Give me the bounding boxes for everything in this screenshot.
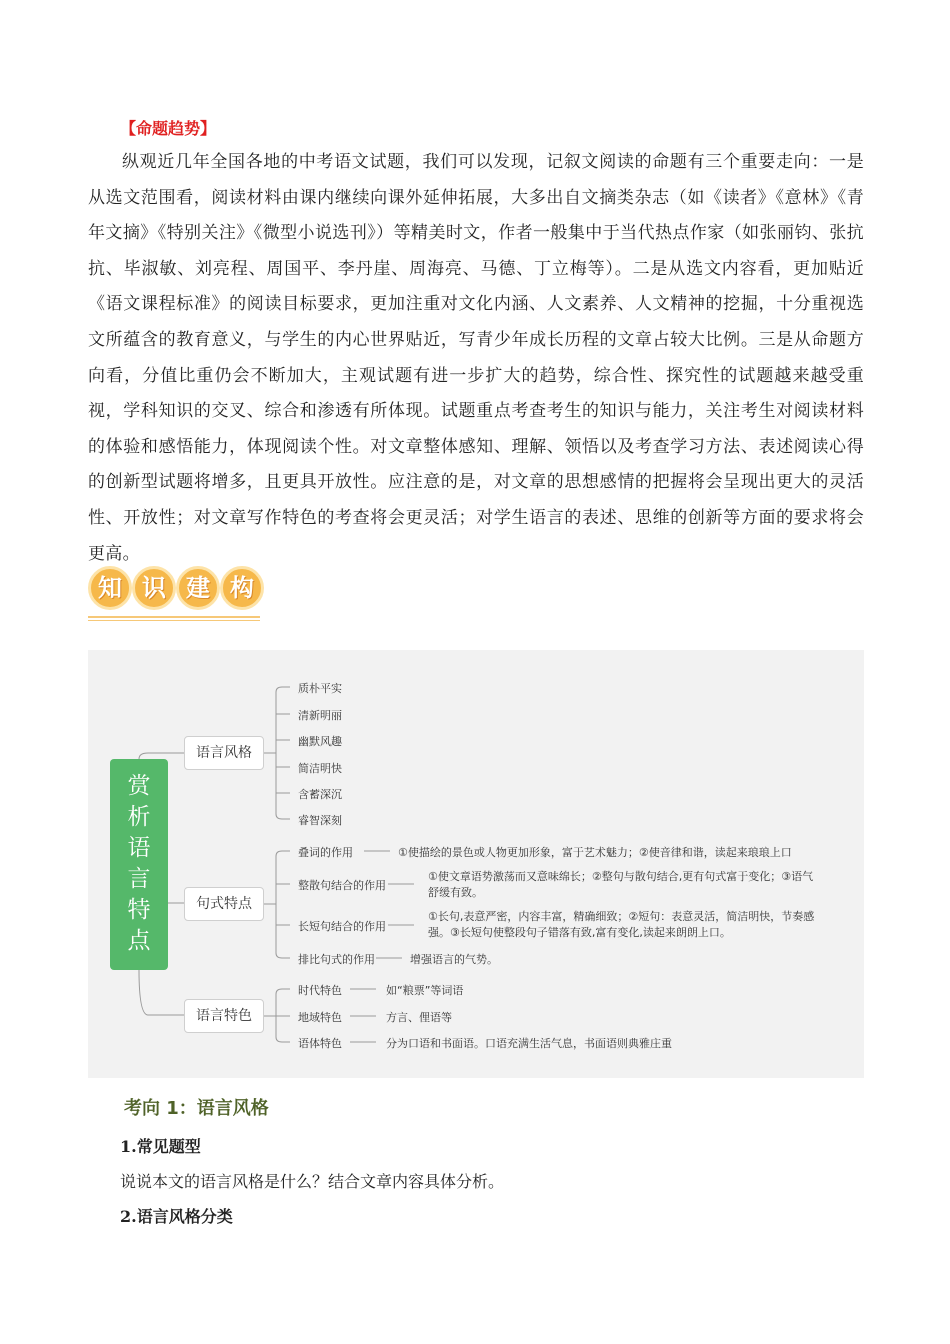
branch-language-traits: 语言特色 — [184, 999, 264, 1033]
sentence-item-name: 整散句结合的作用 — [298, 879, 386, 892]
trend-title: 【命题趋势】 — [120, 119, 217, 138]
trend-paragraph: 纵观近几年全国各地的中考语文试题，我们可以发现，记叙文阅读的命题有三个重要走向：一是从选文范围看，阅读材料由课内继续向课外延伸拓展，大多出自文摘类杂志（如《读者》《意林》《青年文摘》《特别关注》《微型小说选刊》）等精美时文，作者一般集中于当代热点作家（如张丽钧、张抗抗、毕淑敏、刘亮程、周国平、李丹崖、周海亮、马德、丁立梅等）。二是从选文内容看，更加贴近《语文课程标准》的阅读目标要求，更加注重对文化内涵、人文素养、人文精神的挖掘，十分重视选文所蕴含的教育意义，与学生的内心世界贴近，写青少年成长历程的文章占较大比例。三是从命题方向看，分值比重仍会不断加大，主观试题有进一步扩大的趋势，综合性、探究性的试题越来越受重视，学科知识的交叉、综合和渗透有所体现。试题重点考查考生的知识与能力，关注考生对阅读材料的体验和感悟能力，体现阅读个性。对文章整体感知、理解、领悟以及考查学习方法、表述阅读心得的创新型试题将增多，且更具开放性。应注意的是，对文章的思想感情的把握将会呈现出更大的灵活性、开放性；对文章写作特色的考查将会更灵活；对学生语言的表述、思维的创新等方面的要求将会更高。 — [88, 152, 864, 564]
branch-sentence-features: 句式特点 — [184, 887, 264, 921]
style-item: 清新明丽 — [298, 709, 342, 722]
sentence-item-desc: ①使文章语势激荡而又意味绵长；②整句与散句结合,更有句式富于变化；③语气舒缓有致。 — [428, 870, 814, 899]
mind-map-root: 赏 析 语 言 特 点 — [110, 759, 168, 970]
style-item: 幽默风趣 — [298, 735, 342, 748]
banner-char: 识 — [132, 566, 176, 610]
style-item: 睿智深刻 — [298, 814, 342, 827]
sentence-item-name: 长短句结合的作用 — [298, 920, 386, 933]
branch-language-style: 语言风格 — [184, 736, 264, 770]
banner-char: 建 — [176, 566, 220, 610]
subheading-style-categories: 2.语言风格分类 — [120, 1207, 233, 1226]
question-text: 说说本文的语言风格是什么？结合文章内容具体分析。 — [120, 1172, 505, 1191]
mind-map — [88, 650, 864, 1078]
banner-underline — [88, 616, 260, 618]
banner-char: 构 — [220, 566, 264, 610]
style-item: 简洁明快 — [298, 762, 342, 775]
trait-item-name: 地域特色 — [298, 1011, 342, 1024]
trait-item-desc: 方言、俚语等 — [386, 1011, 452, 1024]
sentence-item-name: 排比句式的作用 — [298, 953, 375, 966]
trait-item-name: 语体特色 — [298, 1037, 342, 1050]
style-item: 质朴平实 — [298, 682, 342, 695]
sentence-item-desc: 增强语言的气势。 — [410, 953, 498, 966]
section-heading: 考向 1：语言风格 — [124, 1098, 269, 1119]
sentence-item-desc: ①长句,表意严密，内容丰富，精确细致；②短句：表意灵活，简洁明快，节奏感强。③长短句使整段句子错落有致,富有变化,读起来朗朗上口。 — [428, 910, 815, 939]
trait-item-name: 时代特色 — [298, 984, 342, 997]
banner-underline — [88, 620, 260, 621]
sentence-item-name: 叠词的作用 — [298, 846, 353, 859]
sentence-item-desc: ①使描绘的景色或人物更加形象，富于艺术魅力；②使音律和谐，读起来琅琅上口 — [398, 846, 792, 859]
knowledge-structure-banner — [88, 562, 268, 626]
banner-char: 知 — [88, 566, 132, 610]
trait-item-desc: 如“粮票”等词语 — [386, 984, 464, 997]
subheading-question-types: 1.常见题型 — [120, 1137, 201, 1156]
style-item: 含蓄深沉 — [298, 788, 342, 801]
trait-item-desc: 分为口语和书面语。口语充满生活气息，书面语则典雅庄重 — [386, 1037, 672, 1050]
